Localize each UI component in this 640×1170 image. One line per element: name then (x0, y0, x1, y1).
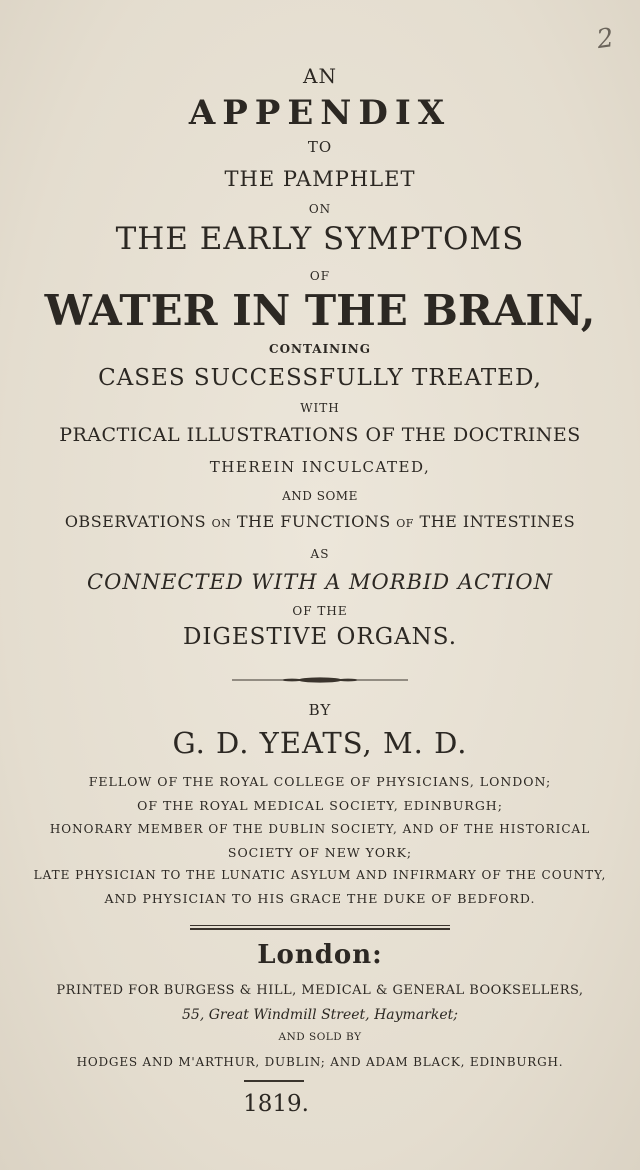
title-early-symptoms: THE EARLY SYMPTOMS (115, 221, 525, 257)
title-on: ON (308, 202, 332, 216)
title-and-some: AND SOME (282, 489, 358, 503)
imprint-printed-for: PRINTED FOR BURGESS & HILL, MEDICAL & GENERAL BOOKSELLERS, (56, 983, 584, 998)
publication-year: 1819. (243, 1091, 309, 1117)
double-rule-top (190, 925, 450, 926)
title-water-in-brain: WATER IN THE BRAIN, (44, 286, 596, 335)
observations-on: ON (211, 517, 232, 530)
credential-line: LATE PHYSICIAN TO THE LUNATIC ASYLUM AND INFIRMARY OF THE COUNTY, (33, 868, 607, 882)
observations-of: OF (396, 517, 414, 530)
imprint-sold-by: AND SOLD BY (278, 1031, 362, 1043)
imprint-booksellers: HODGES AND M'ARTHUR, DUBLIN; AND ADAM BLACK, EDINBURGH. (76, 1055, 564, 1069)
observations-part-c: THE INTESTINES (419, 512, 576, 531)
double-rule-bottom (190, 928, 450, 930)
credential-line: OF THE ROYAL MEDICAL SOCIETY, EDINBURGH; (137, 798, 503, 813)
short-rule (244, 1080, 304, 1082)
title-of: OF (309, 269, 331, 283)
title-containing: CONTAINING (269, 342, 371, 356)
credential-line: SOCIETY OF NEW YORK; (227, 845, 413, 860)
title-pamphlet: THE PAMPHLET (224, 167, 416, 191)
imprint-address: 55, Great Windmill Street, Haymarket; (182, 1007, 458, 1023)
title-with: WITH (300, 401, 340, 415)
title-cases: CASES SUCCESSFULLY TREATED, (98, 365, 542, 391)
observations-part-b: THE FUNCTIONS (236, 512, 391, 531)
credential-line: HONORARY MEMBER OF THE DUBLIN SOCIETY, AND OF THE HISTORICAL (49, 822, 591, 836)
observations-part-a: OBSERVATIONS (64, 512, 207, 531)
title-digestive: DIGESTIVE ORGANS. (182, 624, 458, 650)
title-an: AN (303, 64, 337, 88)
title-of-the: OF THE (292, 604, 348, 618)
imprint-city: London: (257, 940, 383, 970)
credential-line: AND PHYSICIAN TO HIS GRACE THE DUKE OF BEDFORD. (104, 891, 536, 906)
title-to: TO (307, 138, 333, 156)
ornamental-rule (232, 677, 408, 683)
author-name: G. D. YEATS, M. D. (172, 726, 468, 760)
title-by: BY (308, 701, 332, 719)
title-appendix: APPENDIX (188, 93, 452, 133)
title-practical: PRACTICAL ILLUSTRATIONS OF THE DOCTRINES (59, 424, 581, 446)
title-observations (0, 514, 640, 530)
title-connected: CONNECTED WITH A MORBID ACTION (87, 570, 553, 594)
title-therein: THEREIN INCULCATED, (209, 458, 431, 476)
title-as: AS (310, 547, 330, 561)
credential-line: FELLOW OF THE ROYAL COLLEGE OF PHYSICIANS, LONDON; (88, 774, 552, 789)
handwritten-page-mark: 2 (595, 22, 617, 56)
